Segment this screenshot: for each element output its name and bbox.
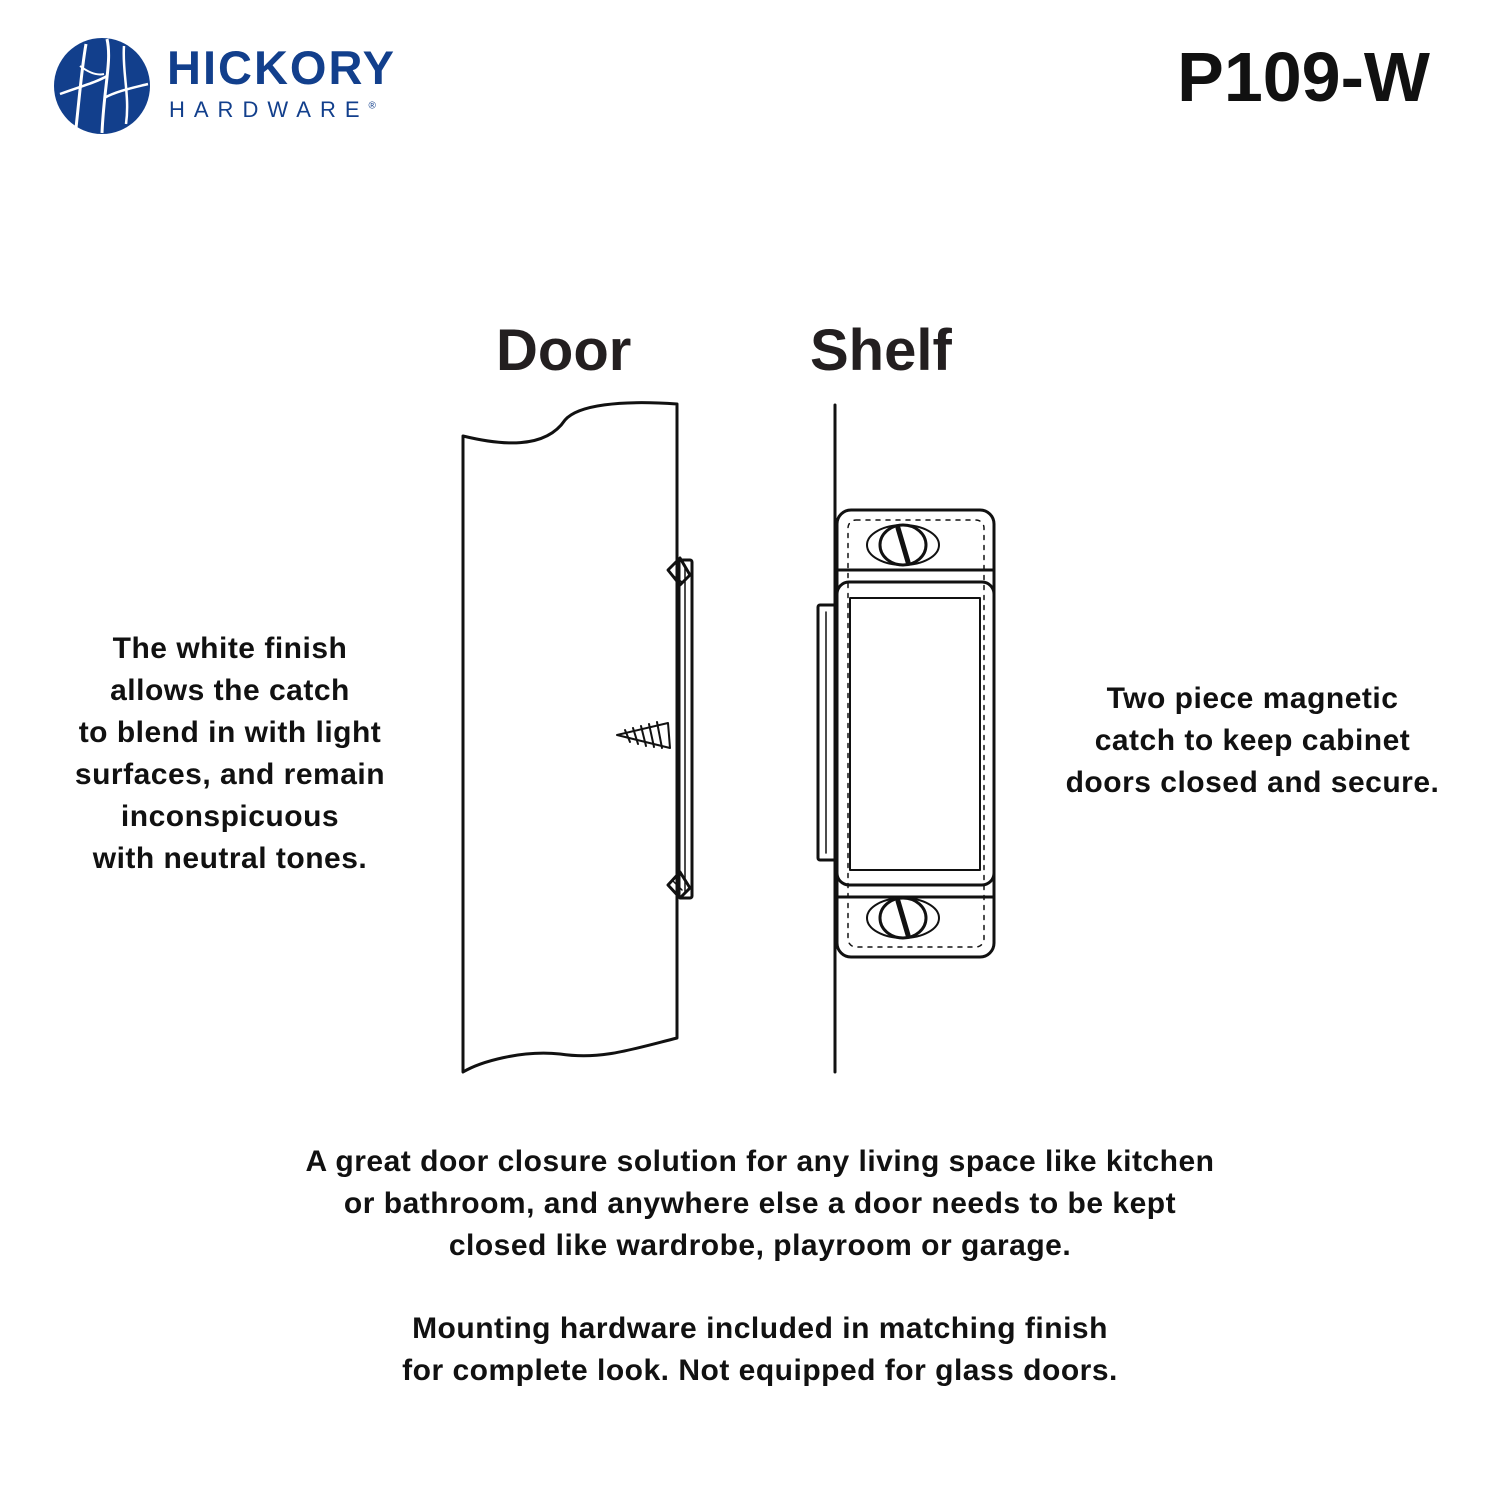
brand-name: HICKORY bbox=[167, 41, 396, 94]
screw bbox=[617, 722, 670, 748]
strike-plate bbox=[668, 558, 692, 898]
shelf-label: Shelf bbox=[810, 318, 952, 383]
door-label: Door bbox=[496, 318, 632, 383]
catch-screw-bottom bbox=[867, 898, 939, 938]
product-code: P109-W bbox=[1177, 38, 1430, 116]
finish-description: The white finish allows the catch to blend in with light surfaces, and remain inconspicuous with neutral tones. bbox=[74, 632, 386, 875]
usage-paragraph: A great door closure solution for any living space like kitchen or bathroom, and anywhere else a door needs to be kept closed like wardrobe, playroom or garage. bbox=[305, 1145, 1215, 1262]
catch-description: Two piece magnetic catch to keep cabinet doors closed and secure. bbox=[1065, 682, 1440, 799]
brand-subtitle: HARDWARE® bbox=[169, 97, 376, 122]
door-panel bbox=[463, 403, 677, 1072]
registered-mark: ® bbox=[368, 100, 376, 112]
magnetic-catch bbox=[818, 510, 994, 957]
mounting-paragraph: Mounting hardware included in matching finish for complete look. Not equipped for glass doors. bbox=[402, 1312, 1118, 1387]
catch-screw-top bbox=[867, 525, 939, 565]
